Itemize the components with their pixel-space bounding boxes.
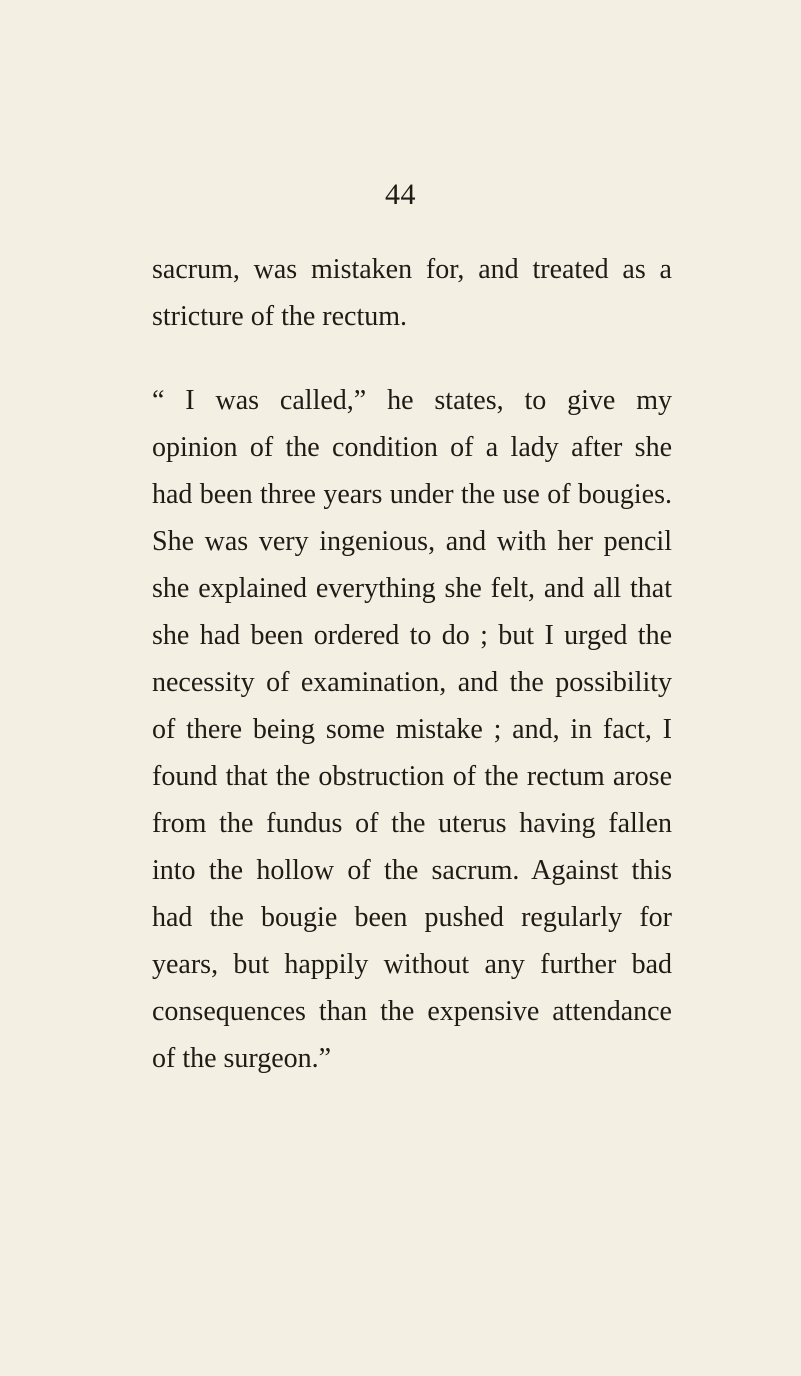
text-line: years, but happily without any further bad [152, 949, 672, 980]
text-line: she had been ordered to do ; but I urged the [152, 620, 672, 651]
text-line: of the surgeon.” [152, 1043, 332, 1074]
text-line: she explained everything she felt, and all that [152, 573, 672, 604]
text-line: sacrum, was mistaken for, and treated as a [152, 254, 672, 285]
paragraph-quotation [152, 377, 672, 1082]
paragraph-continuation [152, 246, 672, 340]
text-line: into the hollow of the sacrum. Against this [152, 855, 672, 886]
page-number: 44 [385, 178, 416, 211]
text-line: had the bougie been pushed regularly for [152, 902, 672, 933]
text-line: “ I was called,” he states, to give my [152, 385, 672, 416]
text-line: found that the obstruction of the rectum arose [152, 761, 672, 792]
text-line: She was very ingenious, and with her pencil [152, 526, 672, 557]
text-line: consequences than the expensive attendance [152, 996, 672, 1027]
text-line: of there being some mistake ; and, in fact, I [152, 714, 672, 745]
text-line: from the fundus of the uterus having fallen [152, 808, 672, 839]
paragraph-gap [152, 340, 672, 377]
text-line: had been three years under the use of bougies. [152, 479, 672, 510]
text-line: necessity of examination, and the possibility [152, 667, 672, 698]
text-line: stricture of the rectum. [152, 301, 408, 332]
text-line: opinion of the condition of a lady after she [152, 432, 672, 463]
page-text [152, 246, 672, 1082]
